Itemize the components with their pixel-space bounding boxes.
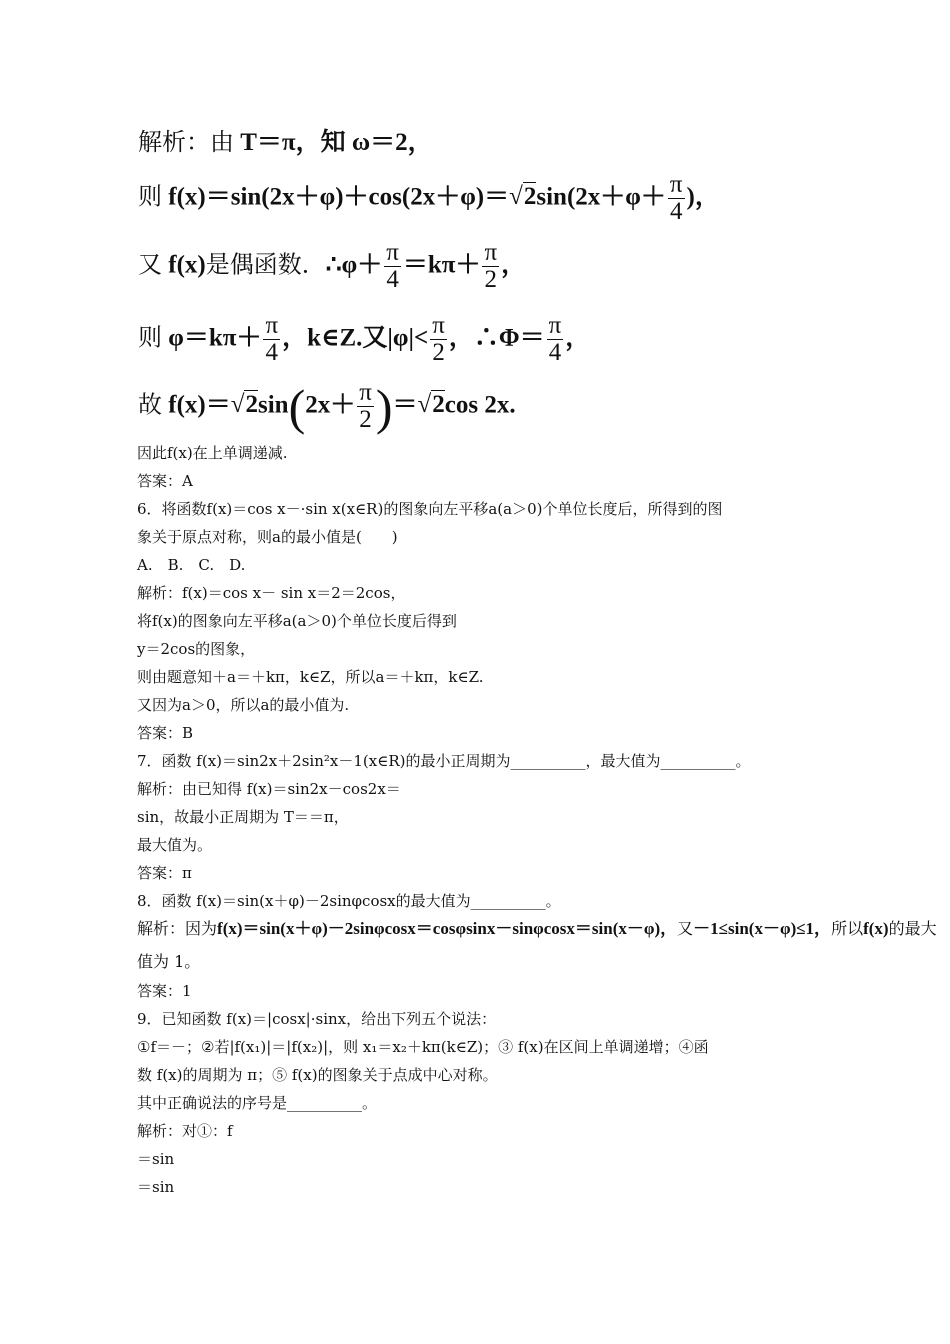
question-9-analysis: 解析：对①：f — [137, 1122, 233, 1140]
analysis-line: 解析：f(x)＝cos x－ sin x＝2＝2cos， — [137, 584, 406, 602]
question-7-line-1: 7．函数 f(x)＝sin2x＋2sin²x－1(x∈R)的最小正周期为__________，最大值为__________。 — [137, 752, 751, 770]
sqrt-symbol: √2 — [417, 391, 445, 419]
text-line: ＝sin — [137, 1150, 175, 1168]
text-line: y＝2cos的图象， — [137, 640, 256, 658]
fraction: $\frac{\pi}{2}$ — [359, 379, 372, 434]
question-6-line-1: 6．将函数f(x)＝cos x－·sin x(x∈R)的图象向左平移a(a＞0)个单位长度后，所得到的图 — [137, 500, 723, 518]
fraction: $\frac{\pi}{4}$ — [669, 171, 683, 226]
formula-line-1: 解析：由 T＝π，知 ω＝2， — [138, 128, 433, 156]
question-8-line-1: 8．函数 f(x)＝sin(x＋φ)－2sinφcosx的最大值为__________。 — [137, 892, 561, 910]
text-line: ＝sin — [137, 1178, 175, 1196]
answer-line: 答案：A — [137, 472, 193, 490]
question-9-line-3: 数 f(x)的周期为 π；⑤ f(x)的图象关于点成中心对称。 — [137, 1066, 498, 1084]
fraction: $\frac{\pi}{2}$ — [432, 312, 445, 367]
question-7-analysis: 解析：由已知得 f(x)＝sin2x－cos2x＝ — [137, 780, 401, 798]
question-9-line-1: 9．已知函数 f(x)＝|cosx|·sinx，给出下列五个说法： — [137, 1010, 497, 1028]
text-line: 又因为a＞0，所以a的最小值为. — [137, 696, 350, 714]
options-line: A. B. C. D. — [137, 556, 246, 574]
fraction: $\frac{\pi}{4}$ — [548, 312, 562, 367]
fraction: $\frac{\pi}{4}$ — [386, 239, 399, 294]
text-line: 值为 1。 — [137, 952, 201, 971]
answer-line: 答案：B — [137, 724, 194, 742]
question-8-analysis: 解析：因为f(x)＝sin(x＋φ)－2sinφcosx＝cosφsinx－sinφcosx＝sin(x－φ)，又－1≤sin(x－φ)≤1，所以f(x)的最大 — [137, 919, 937, 938]
answer-line: 答案：1 — [137, 982, 192, 1000]
text-line: 最大值为。 — [137, 836, 213, 854]
formula-line-4: 则 φ＝kπ＋ $\frac{\pi}{4}$ ，k∈Z.又|φ|< $\frac{\pi}{2}$ ，∴Φ＝ $\frac{\pi}{4}$ ， — [138, 312, 591, 367]
text-line: 则由题意知＋a＝＋kπ，k∈Z，所以a＝＋kπ，k∈Z. — [137, 668, 484, 686]
sqrt-symbol: √2 — [509, 183, 537, 211]
sqrt-symbol: √2 — [230, 391, 258, 419]
question-9-line-2: ①f＝－；②若|f(x₁)|＝|f(x₂)|，则 x₁＝x₂＋kπ(k∈Z)；③ f(x)在区间上单调递增；④函 — [137, 1038, 709, 1056]
text-line: 因此f(x)在上单调递减. — [137, 444, 288, 462]
question-6-line-2: 象关于原点对称，则a的最小值是( ) — [137, 528, 398, 546]
answer-line: 答案：π — [137, 864, 192, 882]
formula-line-2: 则 f(x)＝sin(2x＋φ)＋cos(2x＋φ)＝√2sin(2x＋φ＋ $\frac{\pi}{4}$ )， — [138, 171, 720, 226]
text-line: sin，故最小正周期为 T＝＝π， — [137, 808, 349, 826]
fraction: $\frac{\pi}{4}$ — [265, 312, 279, 367]
question-9-line-4: 其中正确说法的序号是__________。 — [137, 1094, 378, 1112]
text-line: 将f(x)的图象向左平移a(a＞0)个单位长度后得到 — [137, 612, 457, 630]
formula-line-3: 又 f(x)是偶函数．∴φ＋ $\frac{\pi}{4}$ ＝kπ＋ $\frac{\pi}{2}$ ， — [138, 239, 527, 294]
fraction: $\frac{\pi}{2}$ — [484, 239, 498, 294]
formula-line-5: 故 f(x)＝√2sin(2x＋ $\frac{\pi}{2}$ )＝√2cos 2x. — [138, 378, 516, 435]
